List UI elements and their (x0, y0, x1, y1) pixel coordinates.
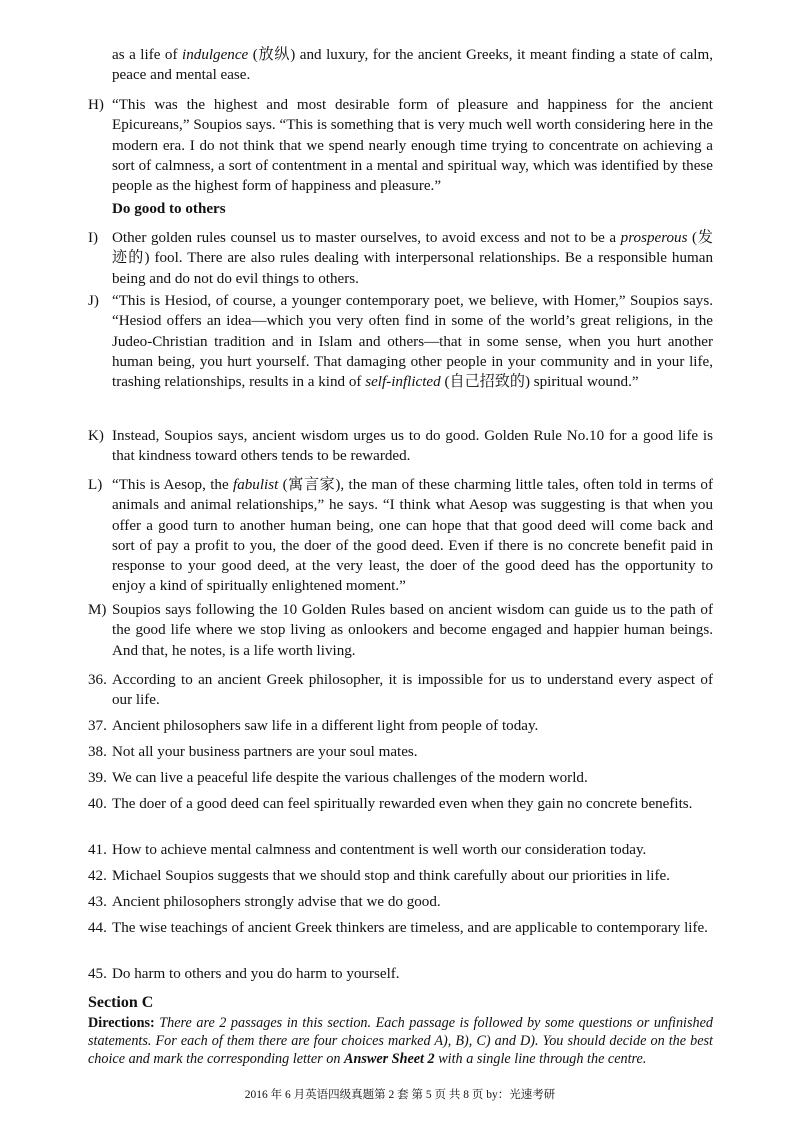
question-text: According to an ancient Greek philosopher, it is impossible for us to understand every aspect of our life. (112, 672, 713, 709)
question-number: 43. (88, 894, 107, 910)
question-number: 42. (88, 868, 107, 884)
question-number: 36. (88, 672, 107, 688)
question-text: Do harm to others and you do harm to yourself. (112, 966, 400, 982)
paragraph-g-continuation: as a life of indulgence (放纵) and luxury, for the ancient Greeks, it meant finding a state of calm, peace and mental ease. (112, 47, 713, 84)
question-text: How to achieve mental calmness and contentment is well worth our consideration today. (112, 842, 647, 858)
question-text: The wise teachings of ancient Greek thinkers are timeless, and are applicable to contemporary life. (112, 920, 708, 936)
page-footer: 2016 年 6 月英语四级真题第 2 套 第 5 页 共 8 页 by：光速考研 (244, 1089, 556, 1101)
question-number: 41. (88, 842, 107, 858)
section-c-title: Section C (88, 994, 154, 1011)
paragraph-j: “This is Hesiod, of course, a younger contemporary poet, we believe, with Homer,” Soupios says. “Hesiod offers an idea—which you very often find in some of the world’s great religions, in the Judeo-Christian tradition and in Islam and others—that in some sense, when you hurt another human being, you hurt yourself. That damaging other people in your community and in your life, trashing relationships, results in a kind of self-inflicted (自己招致的) spiritual wound.” (112, 293, 713, 391)
paragraph-label-j: J) (88, 293, 99, 309)
question-text: Michael Soupios suggests that we should stop and think carefully about our priorities in life. (112, 868, 670, 884)
paragraph-label-h: H) (88, 97, 104, 113)
section-c-directions: Directions: There are 2 passages in this section. Each passage is followed by some questions or unfinished statements. For each of them there are four choices marked A), B), C) and D). You should decide on the best choice and mark the corresponding letter on Answer Sheet 2 with a single line through the centre. (88, 1015, 713, 1067)
question-text: Ancient philosophers saw life in a different light from people of today. (112, 718, 539, 734)
directions-label: Directions: (88, 1015, 155, 1031)
question-number: 44. (88, 920, 107, 936)
paragraph-k: Instead, Soupios says, ancient wisdom urges us to do good. Golden Rule No.10 for a good life is that kindness toward others tends to be rewarded. (112, 428, 713, 465)
paragraph-label-l: L) (88, 477, 103, 493)
question-number: 40. (88, 796, 107, 812)
question-number: 37. (88, 718, 107, 734)
paragraph-i: Other golden rules counsel us to master ourselves, to avoid excess and not to be a prosperous (发迹的) fool. There are also rules dealing with interpersonal relationships. Be a responsible human being and do not do evil things to others. (112, 230, 713, 287)
emphasis-fabulist: fabulist (233, 477, 279, 493)
question-number: 39. (88, 770, 107, 786)
paragraph-l: “This is Aesop, the fabulist (寓言家), the man of these charming little tales, often told in terms of animals and animal relationships,” he says. “I think what Aesop was suggesting is that when you offer a good turn to another human being, one can hope that that good deed will come back and sort of pay a profit to you, the doer of the good deed. Even if there is no concrete benefit paid in response to your good deed, at the very least, the doer of the good deed has the opportunity to enjoy a kind of spiritually enlightened moment.” (112, 477, 713, 595)
question-number: 45. (88, 966, 107, 982)
paragraph-label-k: K) (88, 428, 104, 444)
subheading-do-good: Do good to others (112, 201, 226, 217)
paragraph-label-m: M) (88, 602, 107, 618)
question-text: Not all your business partners are your soul mates. (112, 744, 418, 760)
paragraph-m: Soupios says following the 10 Golden Rules based on ancient wisdom can guide us to the path of the good life where we stop living as onlookers and become engaged and happier human beings. And that, he notes, is a life worth living. (112, 602, 713, 659)
paragraph-label-i: I) (88, 230, 99, 246)
emphasis-self-inflicted: self-inflicted (365, 374, 441, 391)
question-text: Ancient philosophers strongly advise that we do good. (112, 894, 441, 910)
question-text: We can live a peaceful life despite the various challenges of the modern world. (112, 770, 588, 786)
emphasis-prosperous: prosperous (620, 230, 688, 246)
emphasis-indulgence: indulgence (182, 47, 249, 63)
question-number: 38. (88, 744, 107, 760)
question-text: The doer of a good deed can feel spiritually rewarded even when they gain no concrete benefits. (112, 796, 693, 812)
paragraph-h: “This was the highest and most desirable form of pleasure and happiness for the ancient Epicureans,” Soupios says. “This is something that is very much well worth considering here in the modern era. I do not think that we spend nearly enough time trying to concentrate on achieving a sort of calmness, a sort of contentment in a mental and spiritual way, which was identified by these people as the highest form of happiness and pleasure.” (112, 97, 713, 195)
answer-sheet-ref: Answer Sheet 2 (343, 1051, 435, 1067)
